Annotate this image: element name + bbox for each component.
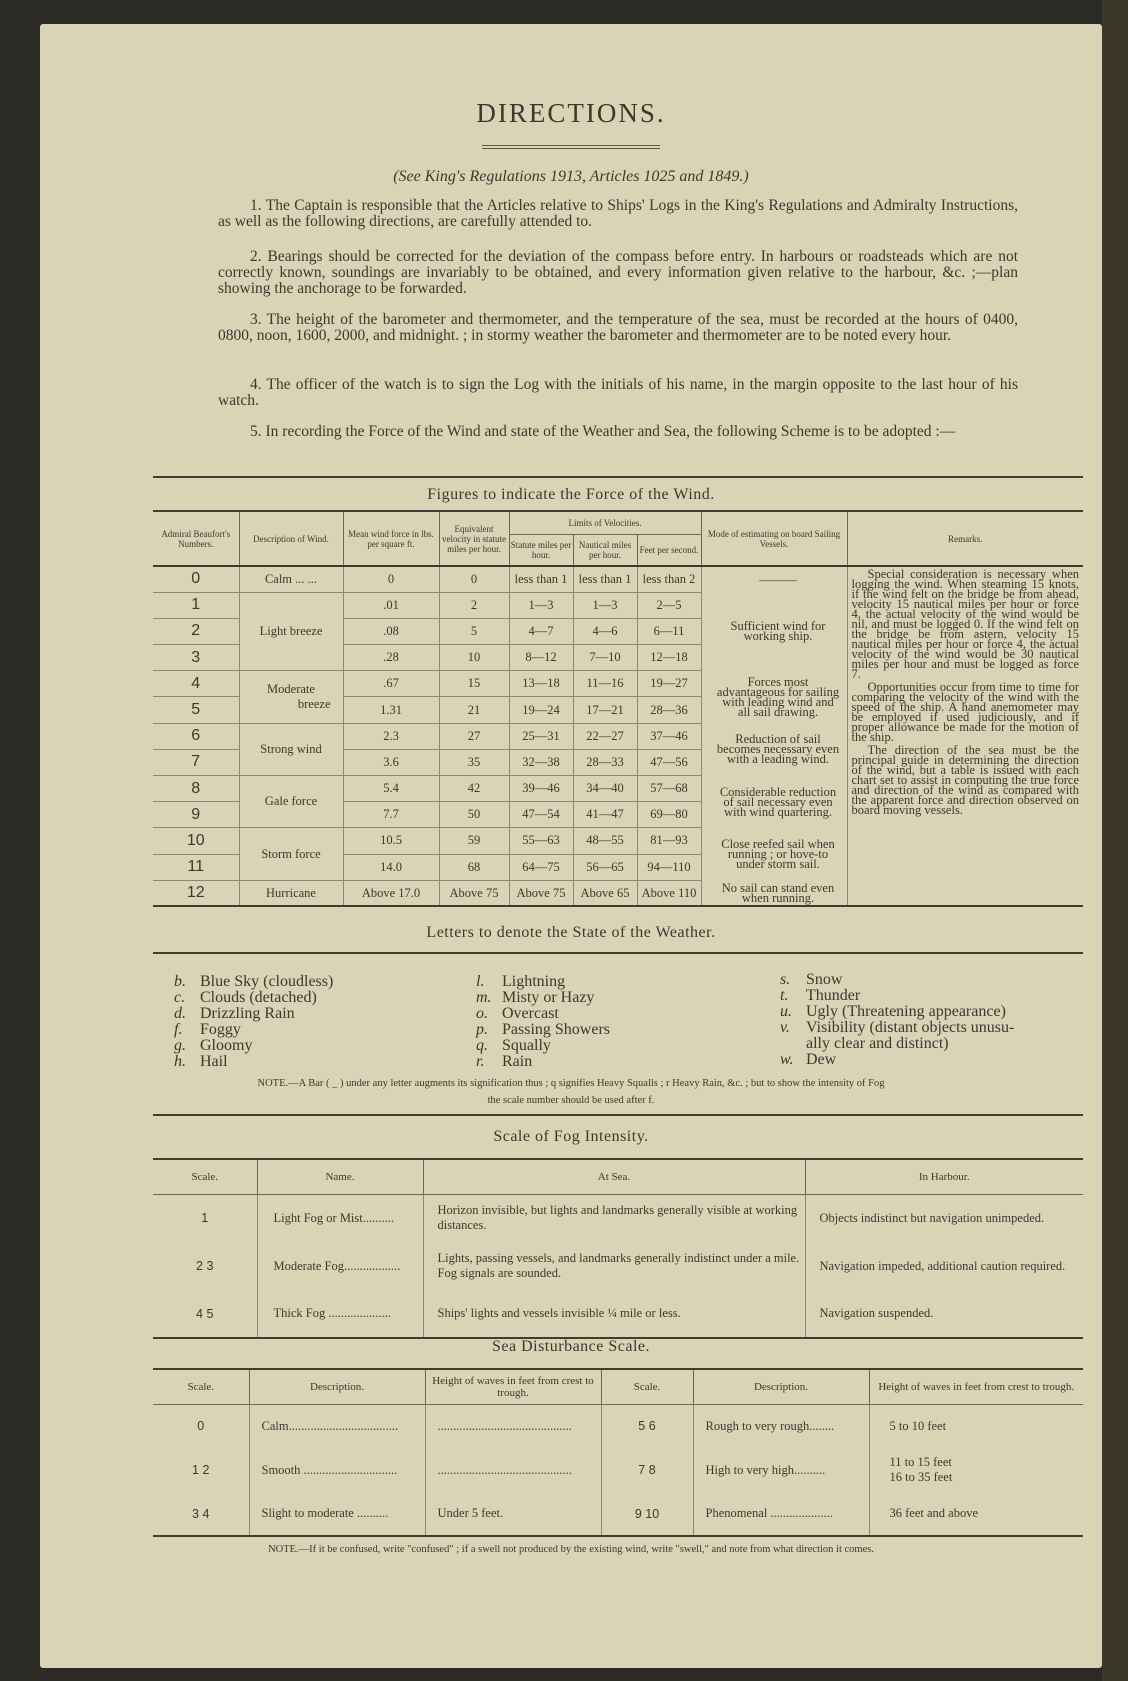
weather-letter: m.: [476, 989, 492, 1006]
wind-nautical-cell: 11—16: [573, 671, 637, 697]
wind-nautical-cell: 34—40: [573, 776, 637, 802]
wind-nautical-cell: 7—10: [573, 645, 637, 671]
beaufort-number: 3: [153, 645, 239, 671]
sea-height-line: 36 feet and above: [889, 1506, 979, 1520]
weather-meaning: Lightning: [502, 973, 566, 990]
beaufort-number: 5: [153, 697, 239, 723]
fog-header-sea: At Sea.: [423, 1160, 805, 1194]
wind-force-cell: .01: [343, 592, 439, 618]
wind-mode-cell: Reduction of sail becomes necessary even with a leading wind.: [701, 723, 847, 775]
wind-nautical-cell: 22—27: [573, 723, 637, 749]
weather-letter-item: [780, 1052, 1014, 1068]
wind-description: Light breeze: [239, 592, 343, 671]
weather-letter-item: [174, 974, 333, 990]
sea-scale: 5 6: [601, 1404, 693, 1448]
weather-meaning: Foggy: [200, 1021, 241, 1038]
wind-statute-cell: less than 1: [509, 566, 573, 592]
wind-feet-cell: Above 110: [637, 880, 701, 906]
wind-force-cell: 7.7: [343, 802, 439, 828]
weather-letter: q.: [476, 1037, 488, 1054]
wind-equiv-cell: Above 75: [439, 880, 509, 906]
wind-feet-cell: 12—18: [637, 645, 701, 671]
wind-force-cell: .67: [343, 671, 439, 697]
beaufort-number: 9: [153, 802, 239, 828]
weather-letter: f.: [174, 1021, 183, 1038]
header-statute: Statute miles per hour.: [509, 534, 573, 566]
section-rule: [153, 1114, 1083, 1116]
sea-row: [153, 1404, 1083, 1448]
weather-letter-item: [174, 1022, 333, 1038]
sea-description: High to very high..........: [693, 1448, 869, 1492]
wind-force-cell: 0: [343, 566, 439, 592]
sea-scale: 7 8: [601, 1448, 693, 1492]
beaufort-number: 11: [153, 854, 239, 880]
wind-force-cell: 3.6: [343, 749, 439, 775]
wind-equiv-cell: 10: [439, 645, 509, 671]
weather-meaning: Blue Sky (cloudless): [200, 973, 334, 990]
header-nautical: Nautical miles per hour.: [573, 534, 637, 566]
wind-row: [153, 566, 1083, 592]
wind-equiv-cell: 27: [439, 723, 509, 749]
wind-statute-cell: 8—12: [509, 645, 573, 671]
wind-equiv-cell: 35: [439, 749, 509, 775]
remark-paragraph: The direction of the sea must be the principal guide in determining the direction of the wind, but a table is issued with each chart set to assist in computing the true force and direction of the wind as compared with the apparent force and direction observed on board moving vessels.: [851, 743, 1079, 817]
wind-force-cell: 1.31: [343, 697, 439, 723]
weather-meaning: Gloomy: [200, 1037, 253, 1054]
wind-description: Gale force: [239, 776, 343, 828]
wind-statute-cell: 19—24: [509, 697, 573, 723]
wind-feet-cell: 81—93: [637, 828, 701, 854]
sea-disturbance-table: [153, 1370, 1083, 1537]
wind-mode-cell: No sail can stand even when running.: [701, 880, 847, 906]
sea-header-description-2: Description.: [693, 1370, 869, 1404]
fog-header-harbour: In Harbour.: [918, 1170, 970, 1183]
wind-table-title: Figures to indicate the Force of the Wind.: [427, 486, 715, 503]
weather-letter: h.: [174, 1053, 186, 1070]
wind-nautical-cell: 4—6: [573, 618, 637, 644]
wind-nautical-cell: less than 1: [573, 566, 637, 592]
title-underline: [482, 145, 660, 149]
remark-paragraph: Opportunities occur from time to time for comparing the velocity of the wind with the speed of the ship. A hand anemometer may be employed if used judiciously, and if proper allowance be made for the motion of the ship.: [851, 680, 1079, 744]
fog-row: [153, 1290, 1083, 1338]
weather-letter-item: [780, 1020, 1014, 1036]
beaufort-number: 10: [153, 828, 239, 854]
fog-header-scale: Scale.: [153, 1160, 257, 1194]
header-feet: Feet per second.: [637, 534, 701, 566]
wind-force-cell: 10.5: [343, 828, 439, 854]
fog-name: Light Fog or Mist..........: [257, 1194, 423, 1242]
wind-nautical-cell: 17—21: [573, 697, 637, 723]
sea-description: Phenomenal ....................: [693, 1492, 869, 1536]
wind-statute-cell: Above 75: [509, 880, 573, 906]
fog-name: Thick Fog ....................: [257, 1290, 423, 1338]
sea-row: [153, 1492, 1083, 1536]
weather-meaning: Squally: [502, 1037, 551, 1054]
beaufort-number: 4: [153, 671, 239, 697]
wind-description-line: Moderate: [267, 681, 315, 696]
sea-height: [869, 1492, 1083, 1536]
weather-letter-item: [780, 988, 1014, 1004]
sea-height: [869, 1448, 1083, 1492]
fog-in-harbour: Navigation suspended.: [819, 1306, 934, 1320]
wind-equiv-cell: 42: [439, 776, 509, 802]
header-limits: Limits of Velocities.: [509, 512, 701, 534]
wind-statute-cell: 13—18: [509, 671, 573, 697]
weather-letter: t.: [780, 987, 789, 1004]
wind-feet-cell: 94—110: [637, 854, 701, 880]
sea-header-scale: Scale.: [153, 1370, 249, 1404]
log-page: [40, 24, 1102, 1668]
wind-feet-cell: 37—46: [637, 723, 701, 749]
weather-meaning: Rain: [502, 1053, 533, 1070]
fog-scale: 4 5: [153, 1290, 257, 1338]
weather-letter: d.: [174, 1005, 186, 1022]
fog-scale: 2 3: [153, 1242, 257, 1290]
wind-description: Calm ... ...: [239, 566, 343, 592]
wind-mode-cell: Considerable reduction of sail necessary even with wind quartering.: [701, 776, 847, 828]
weather-letter-item: [476, 974, 610, 990]
fog-name: Moderate Fog..................: [257, 1242, 423, 1290]
weather-title: Letters to denote the State of the Weather.: [426, 924, 716, 941]
sea-row: [153, 1448, 1083, 1492]
weather-letter-item: [476, 1006, 610, 1022]
sea-height: ...........................................: [425, 1404, 601, 1448]
binding-edge: [1102, 0, 1128, 1681]
weather-meaning: Clouds (detached): [200, 989, 317, 1006]
sea-description: Smooth ..............................: [249, 1448, 425, 1492]
weather-letter-item: [174, 990, 333, 1006]
fog-scale: 1: [153, 1194, 257, 1242]
header-force: Mean wind force in lbs. per square ft.: [343, 512, 439, 566]
weather-letters-col-2: [476, 974, 610, 1070]
weather-meaning: ally clear and distinct): [806, 1035, 949, 1052]
paragraph-2: 2. Bearings should be corrected for the deviation of the compass before entry. In harbours or roadsteads which are not correctly known, soundings are invariably to be obtained, and every information given relative to the harbour, &c. ;—plan showing the anchorage to be forwarded.: [218, 248, 1018, 297]
weather-letters-col-1: [174, 974, 333, 1070]
sea-scale: 1 2: [153, 1448, 249, 1492]
wind-statute-cell: 39—46: [509, 776, 573, 802]
wind-equiv-cell: 68: [439, 854, 509, 880]
paragraph-4: 4. The officer of the watch is to sign the Log with the initials of his name, in the margin opposite to the last hour of his watch.: [218, 376, 1018, 409]
sea-height-line: 16 to 35 feet: [889, 1470, 953, 1484]
sea-height-line: 5 to 10 feet: [889, 1418, 947, 1433]
weather-letter: o.: [476, 1005, 488, 1022]
subtitle: (See King's Regulations 1913, Articles 1025 and 1849.): [393, 168, 749, 185]
wind-equiv-cell: 59: [439, 828, 509, 854]
wind-force-cell: 2.3: [343, 723, 439, 749]
fog-row: [153, 1242, 1083, 1290]
header-mode: Mode of estimating on board Sailing Vessels.: [701, 512, 847, 566]
sea-height: ...........................................: [425, 1448, 601, 1492]
wind-mode-cell: Sufficient wind for working ship.: [701, 592, 847, 671]
weather-meaning: Ugly (Threatening appearance): [806, 1003, 1006, 1020]
fog-at-sea: Ships' lights and vessels invisible ¼ mile or less.: [423, 1290, 805, 1338]
wind-statute-cell: 47—54: [509, 802, 573, 828]
weather-letter-item: [476, 1054, 610, 1070]
wind-statute-cell: 55—63: [509, 828, 573, 854]
wind-mode-cell: Forces most advantageous for sailing with leading wind and all sail drawing.: [701, 671, 847, 723]
weather-letter-item: [780, 1036, 1014, 1052]
weather-meaning: Visibility (distant objects unusu-: [806, 1019, 1015, 1036]
sea-header-height: Height of waves in feet from crest to trough.: [425, 1370, 601, 1404]
weather-note-line-1: NOTE.—A Bar ( _ ) under any letter augments its signification thus ; q signifies Heavy Squalls ; r Heavy Rain, &c. ; but to show the intensity of Fog: [257, 1078, 885, 1089]
wind-description: Strong wind: [239, 723, 343, 775]
paragraph-5: 5. In recording the Force of the Wind and state of the Weather and Sea, the following Scheme is to be adopted :—: [250, 423, 956, 440]
weather-meaning: Dew: [806, 1051, 837, 1068]
section-rule: [153, 952, 1083, 954]
weather-meaning: Drizzling Rain: [200, 1005, 295, 1022]
weather-meaning: Misty or Hazy: [502, 989, 595, 1006]
wind-feet-cell: 2—5: [637, 592, 701, 618]
beaufort-number: 12: [153, 880, 239, 906]
wind-nautical-cell: 41—47: [573, 802, 637, 828]
weather-meaning: Passing Showers: [502, 1021, 611, 1038]
wind-feet-cell: 47—56: [637, 749, 701, 775]
sea-height: [869, 1404, 1083, 1448]
sea-note: NOTE.—If it be confused, write "confused" ; if a swell not produced by the existing wind, write "swell," and note from what direction it comes.: [268, 1544, 874, 1555]
wind-equiv-cell: 15: [439, 671, 509, 697]
header-beaufort: Admiral Beaufort's Numbers.: [153, 512, 239, 566]
sea-scale: 9 10: [601, 1492, 693, 1536]
weather-letter: r.: [476, 1053, 485, 1070]
wind-statute-cell: 32—38: [509, 749, 573, 775]
weather-letters-col-3: [780, 972, 1014, 1068]
wind-equiv-cell: 2: [439, 592, 509, 618]
weather-note-line-2: the scale number should be used after f.: [487, 1095, 655, 1106]
weather-letter-item: [174, 1054, 333, 1070]
beaufort-number: 7: [153, 749, 239, 775]
wind-feet-cell: 28—36: [637, 697, 701, 723]
wind-equiv-cell: 5: [439, 618, 509, 644]
wind-force-cell: .08: [343, 618, 439, 644]
remark-paragraph: Special consideration is necessary when logging the wind. When steaming 15 knots, if the wind felt on the bridge be from ahead, velocity 15 nautical miles per hour or force 4, the actual velocity of the wind would be nil, and must be logged 0. If the wind felt on the bridge be from astern, velocity 15 nautical miles per hour or force 4, the actual velocity of the wind would be 30 nautical miles per hour and must be logged as force 7.: [851, 567, 1079, 681]
wind-feet-cell: 69—80: [637, 802, 701, 828]
wind-equiv-cell: 21: [439, 697, 509, 723]
fog-title: Scale of Fog Intensity.: [493, 1128, 649, 1145]
wind-feet-cell: 6—11: [637, 618, 701, 644]
weather-letter-item: [174, 1006, 333, 1022]
wind-force-cell: 14.0: [343, 854, 439, 880]
weather-letter: p.: [476, 1021, 488, 1038]
paragraph-1: 1. The Captain is responsible that the Articles relative to Ships' Logs in the King's Regulations and Admiralty Instructions, as well as the following directions, are carefully attended to.: [218, 197, 1018, 230]
wind-nautical-cell: 1—3: [573, 592, 637, 618]
header-remarks: Remarks.: [948, 533, 983, 544]
weather-letter-item: [476, 1038, 610, 1054]
sea-description: Rough to very rough........: [693, 1404, 869, 1448]
wind-statute-cell: 1—3: [509, 592, 573, 618]
sea-description: Calm...................................: [249, 1404, 425, 1448]
weather-letter: s.: [780, 971, 791, 988]
wind-description-line: breeze: [297, 696, 331, 711]
wind-mode-cell: Close reefed sail when running ; or hove-to under storm sail.: [701, 828, 847, 880]
wind-remarks-cell: [847, 566, 1083, 906]
wind-feet-cell: less than 2: [637, 566, 701, 592]
wind-force-cell: .28: [343, 645, 439, 671]
wind-nautical-cell: 48—55: [573, 828, 637, 854]
sea-scale: 3 4: [153, 1492, 249, 1536]
sea-height-line: 11 to 15 feet: [889, 1455, 952, 1469]
weather-letter: c.: [174, 989, 186, 1006]
fog-in-harbour: Objects indistinct but navigation unimpeded.: [819, 1210, 1045, 1225]
weather-letter-item: [476, 1022, 610, 1038]
wind-nautical-cell: Above 65: [573, 880, 637, 906]
weather-letter: v.: [780, 1019, 790, 1036]
sea-header-height-2: Height of waves in feet from crest to trough.: [878, 1380, 1075, 1393]
sea-header-description: Description.: [249, 1370, 425, 1404]
section-rule: [153, 476, 1083, 478]
paragraph-3: 3. The height of the barometer and thermometer, and the temperature of the sea, must be recorded at the hours of 0400, 0800, noon, 1600, 2000, and midnight. ; in stormy weather the barometer and thermometer are to be noted every hour.: [218, 311, 1018, 344]
fog-in-harbour: Navigation impeded, additional caution required.: [819, 1258, 1066, 1273]
fog-header-name: Name.: [257, 1160, 423, 1194]
fog-at-sea: Lights, passing vessels, and landmarks generally indistinct under a mile. Fog signals are sounded.: [423, 1242, 805, 1290]
weather-letter: g.: [174, 1037, 186, 1054]
sea-height: Under 5 feet.: [425, 1492, 601, 1536]
fog-at-sea: Horizon invisible, but lights and landmarks generally visible at working distances.: [423, 1194, 805, 1242]
weather-letter-item: [780, 1004, 1014, 1020]
beaufort-number: 6: [153, 723, 239, 749]
weather-meaning: Snow: [806, 971, 843, 988]
sea-header-scale-2: Scale.: [601, 1370, 693, 1404]
fog-scale-table: [153, 1160, 1083, 1339]
page-title: DIRECTIONS.: [476, 98, 666, 128]
wind-mode-cell: ———: [701, 566, 847, 592]
weather-letter: b.: [174, 973, 186, 990]
weather-letter-item: [780, 972, 1014, 988]
wind-description: Hurricane: [239, 880, 343, 906]
wind-force-cell: 5.4: [343, 776, 439, 802]
wind-description: Storm force: [239, 828, 343, 880]
sea-title: Sea Disturbance Scale.: [491, 1338, 651, 1355]
beaufort-number: 2: [153, 618, 239, 644]
beaufort-number: 8: [153, 776, 239, 802]
wind-feet-cell: 19—27: [637, 671, 701, 697]
fog-row: [153, 1194, 1083, 1242]
wind-force-table: [153, 512, 1083, 907]
wind-nautical-cell: 56—65: [573, 854, 637, 880]
wind-statute-cell: 25—31: [509, 723, 573, 749]
weather-letter-item: [174, 1038, 333, 1054]
beaufort-number: 1: [153, 592, 239, 618]
weather-meaning: Hail: [200, 1053, 228, 1070]
weather-letter-item: [476, 990, 610, 1006]
weather-letter: w.: [780, 1051, 794, 1068]
weather-meaning: Overcast: [502, 1005, 559, 1022]
wind-force-cell: Above 17.0: [343, 880, 439, 906]
weather-letter: u.: [780, 1003, 792, 1020]
weather-meaning: Thunder: [806, 987, 861, 1004]
weather-letter: l.: [476, 973, 485, 990]
wind-description: [239, 671, 343, 723]
sea-description: Slight to moderate ..........: [249, 1492, 425, 1536]
beaufort-number: 0: [153, 566, 239, 592]
wind-statute-cell: 64—75: [509, 854, 573, 880]
wind-nautical-cell: 28—33: [573, 749, 637, 775]
wind-feet-cell: 57—68: [637, 776, 701, 802]
header-equiv: Equivalent velocity in statute miles per hour.: [439, 512, 509, 566]
wind-equiv-cell: 50: [439, 802, 509, 828]
wind-equiv-cell: 0: [439, 566, 509, 592]
sea-scale: 0: [153, 1404, 249, 1448]
header-description: Description of Wind.: [239, 512, 343, 566]
wind-statute-cell: 4—7: [509, 618, 573, 644]
